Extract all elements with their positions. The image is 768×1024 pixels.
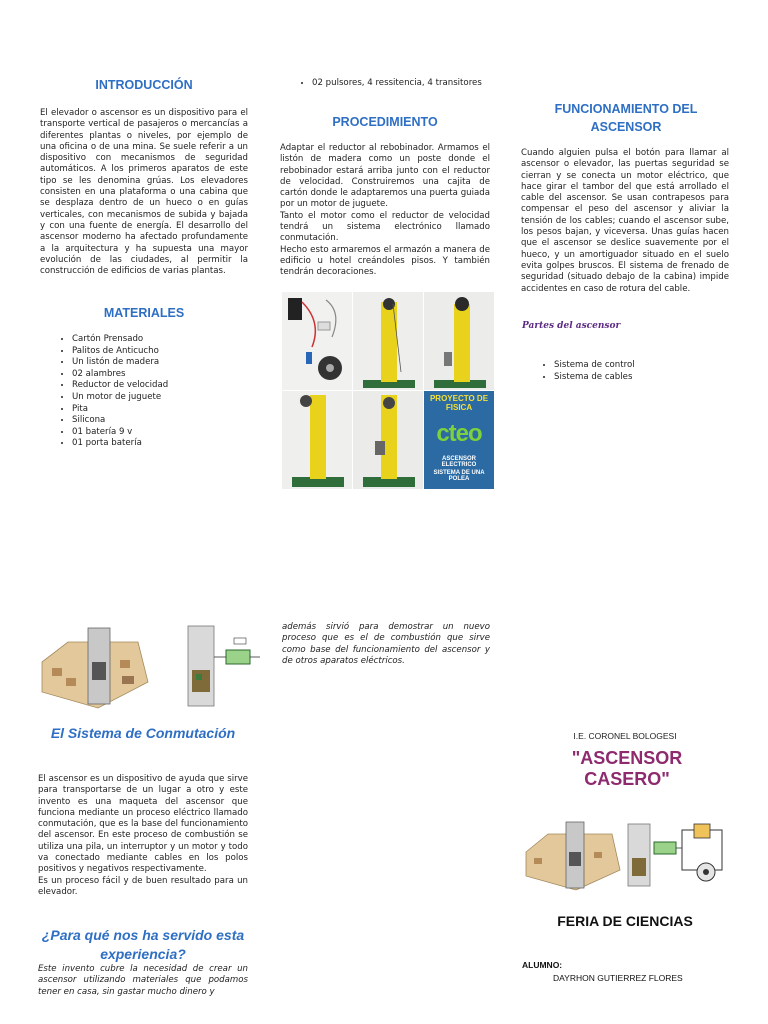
extra-materials-list <box>296 78 482 90</box>
photo-tower-1 <box>353 292 423 390</box>
switching-paragraph-2: Es un proceso fácil y de buen resultado para un elevador. <box>38 875 248 897</box>
fair-title: FERIA DE CIENCIAS <box>557 913 693 929</box>
function-text: Cuando alguien pulsa el botón para llamar al ascensor o elevador, las puertas seguridad se cierran y se conecta un motor eléctrico, que hace girar el tambor del que está arrollado el cable del ascensor. Se usan contrapesos para compensar el peso del ascensor y aliviar la tensión de los cables; cuando el ascensor sube, los pesos bajan, y viceversa. Unas guías hacen que el ascensor se deslice suavemente por el hueco, y un amortiguador situado en el suelo evita golpes bruscos. El sistema de frenado de seguridad (situado debajo de la cabina) impide accidentes en caso de rotura del cable. <box>521 148 729 294</box>
experience-continued-text: además sirvió para demostrar un nuevo proceso que es el de combustión que sirve como base del funcionamiento del ascensor y de otros aparatos eléctricos. <box>282 622 490 666</box>
function-heading: FUNCIONAMIENTO DEL ASCENSOR <box>554 102 698 134</box>
photo-tower-4 <box>353 391 423 489</box>
photo-components <box>282 292 352 390</box>
procedure-paragraph-1: Adaptar el reductor al rebobinador. Armamos el listón de madera como un poste donde el rebobinador estará arriba junto con el reductor de velocidad. Construiremos una cajita de cartón donde le adaptaremos una puerta guiada por un motor de juguete. <box>280 143 490 210</box>
poster-title: PROYECTO DE FISICA <box>429 394 489 412</box>
poster-logo: cteo <box>436 420 482 447</box>
experience-text: Este invento cubre la necesidad de crear un ascensor utilizando materiales que podamos tener en casa, sin gastar mucho dinero y <box>38 964 248 997</box>
intro-text: El elevador o ascensor es un dispositivo para el transporte vertical de pasajeros o mercancías a diferentes plantas o niveles, por ejemplo de una oficina o de una mina. Se suele referir a un dispositivo con mecanismos de seguridad automáticos. A los primeros aparatos de este tipo se les denomina grúas. Los elevadores consisten en una plataforma o una cabina que se desplaza dentro de un hueco o en guías verticales, con mecanismos de subida y bajada y con una fuente de energía. El desarrollo del ascensor moderno ha afectado profundamente a la arquitectura y ha supuesta una mayor evolución de las ciudades, al permitir la construcción de edificios de varias plantas. <box>40 108 248 277</box>
switching-text <box>38 774 248 898</box>
list-item: • 02 alambres <box>72 369 262 381</box>
list-item: • Pita <box>72 404 262 416</box>
switching-paragraph-1: El ascensor es un dispositivo de ayuda que sirve para transportarse de un lugar a otro y este invento es una maqueta del ascensor que funciona mediante un proceso eléctrico llamado conmutación, que es la base del funcionamiento del ascensor. En este proceso de combustión se utiliza una pila, un interruptor y un motor y todo va conectado mediante cables en los polos positivos y negativos respectivamente. <box>38 774 248 875</box>
list-item: • Palitos de Anticucho <box>72 346 262 358</box>
list-item: • Silicona <box>72 415 262 427</box>
materials-heading: MATERIALES <box>103 306 185 320</box>
poster-subtitle-1: ASCENSOR ELECTRICO <box>441 456 477 468</box>
procedure-text <box>280 143 490 279</box>
list-item: • 01 batería 9 v <box>72 427 262 439</box>
materials-list <box>56 334 262 450</box>
list-item: • 02 pulsores, 4 ressitencia, 4 transitores <box>312 78 482 90</box>
experience-heading: ¿Para qué nos ha servido esta experiencia? <box>41 927 245 962</box>
list-item: • Reductor de velocidad <box>72 380 262 392</box>
elevator-diagram <box>38 622 264 710</box>
parts-heading: Partes del ascensor <box>522 321 621 331</box>
student-label: ALUMNO: <box>522 960 563 970</box>
list-item: • Un motor de juguete <box>72 392 262 404</box>
list-item: • Sistema de control <box>554 360 734 372</box>
project-poster <box>424 391 494 489</box>
photo-tower-3 <box>282 391 352 489</box>
procedure-paragraph-2: Tanto el motor como el reductor de velocidad tendrá un sistema electrónico llamado conmutación. <box>280 210 490 244</box>
list-item: • Cartón Prensado <box>72 334 262 346</box>
list-item: • Sistema de cables <box>554 372 734 384</box>
cover-diagram <box>522 816 732 892</box>
photo-tower-2 <box>424 292 494 390</box>
procedure-heading: PROCEDIMIENTO <box>332 115 438 129</box>
poster-subtitle-2: SISTEMA DE UNA POLEA <box>433 470 485 482</box>
intro-heading: INTRODUCCIÓN <box>95 78 193 92</box>
list-item: • 01 porta batería <box>72 438 262 450</box>
school-name: I.E. CORONEL BOLOGESI <box>573 731 677 741</box>
list-item: • Un listón de madera <box>72 357 262 369</box>
switching-heading: El Sistema de Conmutación <box>50 725 236 741</box>
cover-title: "ASCENSOR CASERO" <box>571 748 683 789</box>
procedure-paragraph-3: Hecho esto armaremos el armazón a manera de edificio u hotel creándoles pisos. Y también tendrán decoraciones. <box>280 244 490 278</box>
student-name: DAYRHON GUTIERREZ FLORES <box>553 973 683 983</box>
parts-list <box>538 360 734 383</box>
